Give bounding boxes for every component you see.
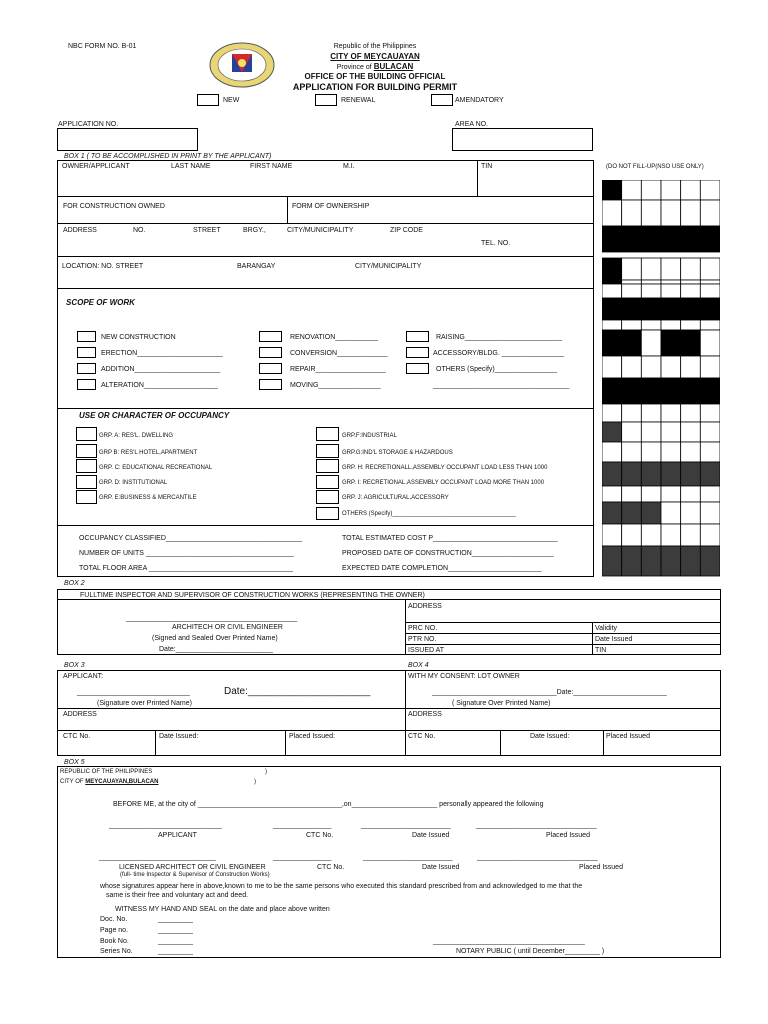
- box5-doc-no: Doc. No.: [100, 916, 128, 923]
- nso-grid-cell: [622, 404, 642, 422]
- nso-grid-cell: [641, 258, 661, 280]
- nso-grid-cell: [700, 524, 720, 546]
- box5-full-time: (full- time Inspector & Supervisor of Construction Works): [120, 872, 270, 878]
- scope-checkbox[interactable]: [259, 379, 282, 390]
- nso-grid-cell: [622, 330, 642, 356]
- nso-grid-cell: [641, 226, 661, 252]
- brgy-label: BRGY.,: [243, 227, 266, 234]
- nso-grid-cell: [622, 180, 642, 200]
- nso-grid-cell: [681, 502, 701, 524]
- box5-line: _______________________: [363, 854, 453, 861]
- nso-grid-cell: [661, 442, 681, 462]
- box5-page-no: Page no.: [100, 927, 129, 934]
- box5-date-issued-label: Date Issued: [422, 864, 460, 871]
- nso-grid-cell: [661, 330, 681, 356]
- nso-grid-cell: [641, 422, 661, 442]
- box5-paren: ): [265, 769, 267, 775]
- occupancy-option: GRP. J: AGRICULTURAL,ACCESSORY: [342, 495, 449, 501]
- box3-address: ADDRESS: [63, 711, 97, 718]
- box5-ctc-label: CTC No.: [317, 864, 345, 871]
- last-name-label: LAST NAME: [171, 163, 211, 170]
- occupancy-checkbox[interactable]: [316, 459, 339, 473]
- box5-line: ______________________________: [99, 854, 216, 861]
- scope-checkbox[interactable]: [406, 363, 429, 374]
- scope-checkbox[interactable]: [77, 379, 96, 390]
- nso-grid-cell: [602, 298, 622, 320]
- nso-grid-cell: [602, 280, 622, 284]
- nso-grid-cell: [622, 524, 642, 546]
- scope-option: REPAIR__________________: [290, 366, 386, 373]
- nso-grid-cell: [641, 356, 661, 378]
- box5-series-no: Series No.: [100, 948, 133, 955]
- box2-tin: TIN: [595, 647, 607, 654]
- nso-grid-cell: [661, 486, 681, 502]
- box5-line: _______________: [273, 854, 332, 861]
- nso-grid-cell: [622, 258, 642, 280]
- box4-caption: BOX 4: [408, 662, 429, 669]
- nso-grid-cell: [681, 200, 701, 226]
- nso-grid-cell: [681, 486, 701, 502]
- box2-role: ARCHITECH OR CIVIL ENGINEER: [172, 624, 283, 631]
- renewal-label: RENEWAL: [341, 97, 376, 104]
- nso-grid-cell: [661, 284, 681, 298]
- mi-label: M.I.: [343, 163, 355, 170]
- nso-grid-cell: [602, 226, 622, 252]
- nso-grid-cell: [661, 422, 681, 442]
- box5-placed-issued-label: Placed Issued: [546, 832, 590, 839]
- nso-grid-cell: [622, 546, 642, 576]
- city-name: CITY OF MEYCAUAYAN: [330, 52, 420, 61]
- amendatory-checkbox[interactable]: [431, 94, 453, 106]
- nso-grid-cell: [622, 422, 642, 442]
- box5-caption: BOX 5: [64, 759, 85, 766]
- box2-prc: PRC NO.: [408, 625, 438, 632]
- occupancy-checkbox[interactable]: [316, 507, 339, 520]
- nso-grid-cell: [641, 462, 661, 486]
- nso-grid: [602, 180, 720, 578]
- nso-grid-cell: [602, 356, 622, 378]
- nso-grid-cell: [622, 284, 642, 298]
- nso-grid-cell: [700, 280, 720, 284]
- nso-grid-cell: [661, 404, 681, 422]
- nso-grid-cell: [681, 404, 701, 422]
- nso-grid-cell: [641, 180, 661, 200]
- nso-grid-cell: [661, 280, 681, 284]
- occupancy-option: GRP. D: INSTITUTIONAL: [99, 480, 168, 486]
- nso-grid-cell: [700, 486, 720, 502]
- nso-note: (DO NOT FILL-UP(NSO USE ONLY): [606, 164, 704, 170]
- box3-ctc: CTC No.: [63, 733, 91, 740]
- nso-grid-cell: [602, 378, 622, 404]
- province-line: Province of BULACAN: [336, 62, 414, 71]
- application-no-field[interactable]: [57, 128, 198, 151]
- scope-option: CONVERSION_____________: [290, 350, 388, 357]
- nso-grid-cell: [700, 422, 720, 442]
- scope-option: ERECTION______________________: [101, 350, 223, 357]
- nso-grid-cell: [681, 258, 701, 280]
- nso-grid-cell: [641, 284, 661, 298]
- box5-ctc-label: CTC No.: [306, 832, 334, 839]
- box2-address: ADDRESS: [408, 603, 442, 610]
- construction-owned-label: FOR CONSTRUCTION OWNED: [63, 203, 165, 210]
- occupancy-option: OTHERS (Specify)_____________________________________: [342, 511, 516, 517]
- occupancy-checkbox[interactable]: [316, 427, 339, 441]
- box5-republic: REPUBLIC OF THE PHILIPPINES: [60, 769, 153, 775]
- application-no-label: APPLICATION NO.: [58, 121, 119, 128]
- box2-title: FULLTIME INSPECTOR AND SUPERVISOR OF CONSTRUCTION WORKS (REPRESENTING THE OWNER): [80, 592, 425, 599]
- occupancy-classified: OCCUPANCY CLASSIFIED___________________________________: [79, 535, 303, 542]
- address-label: ADDRESS: [63, 227, 97, 234]
- first-name-label: FIRST NAME: [250, 163, 293, 170]
- form-of-ownership-label: FORM OF OWNERSHIP: [292, 203, 370, 210]
- nso-grid-cell: [602, 320, 622, 330]
- box5-book-no: Book No.: [100, 938, 129, 945]
- nso-grid-cell: [602, 258, 622, 280]
- scope-checkbox[interactable]: [77, 331, 96, 342]
- nso-grid-cell: [602, 422, 622, 442]
- expected-completion: EXPECTED DATE COMPLETION________________________: [342, 565, 542, 572]
- nso-grid-cell: [661, 356, 681, 378]
- nso-grid-cell: [661, 378, 681, 404]
- tel-label: TEL. NO.: [481, 240, 511, 247]
- nso-grid-cell: [681, 546, 701, 576]
- box5-city-line: CITY OF MEYCAUAYAN,BULACAN: [60, 779, 159, 785]
- city-seal-icon: [208, 41, 276, 89]
- box5-blank: _________: [158, 948, 194, 955]
- box1-caption: BOX 1 ( TO BE ACCOMPLISHED IN PRINT BY THE APPLICANT): [64, 153, 272, 160]
- area-no-field[interactable]: [452, 128, 593, 151]
- scope-option: OTHERS (Specify)________________: [436, 366, 558, 373]
- nso-grid-cell: [622, 442, 642, 462]
- nso-grid-cell: [641, 320, 661, 330]
- nso-grid-cell: [602, 284, 622, 298]
- occupancy-title: USE OR CHARACTER OF OCCUPANCY: [79, 411, 230, 420]
- box4-consent: WITH MY CONSENT: LOT OWNER: [408, 673, 520, 680]
- box5-applicant-label: APPLICANT: [158, 832, 197, 839]
- scope-checkbox[interactable]: [259, 363, 282, 374]
- nso-grid-cell: [602, 546, 622, 576]
- notary-signature-line: _______________________________________: [433, 938, 585, 945]
- occupancy-checkbox[interactable]: [76, 459, 97, 473]
- nso-grid-cell: [700, 502, 720, 524]
- occupancy-option: GRP. C: EDUCATIONAL RECREATIONAL: [99, 465, 213, 471]
- occupancy-option: GRP. I: RECRETIONAL,ASSEMBLY OCCUPANT LOAD MORE THAN 1000: [342, 480, 545, 486]
- box5-whose-1: whose signatures appear here in above,known to me to be the same persons who executed this standard prescribed from and acknowledged to me that the: [100, 883, 583, 890]
- scope-option: RAISING_________________________: [436, 334, 563, 341]
- scope-checkbox[interactable]: [406, 347, 429, 358]
- scope-checkbox[interactable]: [259, 347, 282, 358]
- box5-whose-2: same is their free and voluntary act and deed.: [106, 892, 249, 899]
- total-estimated-cost: TOTAL ESTIMATED COST P________________________________: [342, 535, 558, 542]
- total-floor-area: TOTAL FLOOR AREA _____________________________________: [79, 565, 293, 572]
- nso-grid-cell: [641, 546, 661, 576]
- box5-line: _______________________________: [476, 822, 597, 829]
- no-label: NO.: [133, 227, 146, 234]
- occupancy-option: GRP. A: RES'L. DWELLING: [99, 433, 174, 439]
- box3-signature-label: (Signature over Printed Name): [97, 700, 192, 707]
- box2-ptr: PTR NO.: [408, 636, 437, 643]
- nso-grid-cell: [641, 524, 661, 546]
- box4-address: ADDRESS: [408, 711, 442, 718]
- nso-grid-cell: [641, 442, 661, 462]
- new-checkbox[interactable]: [197, 94, 219, 106]
- nso-grid-cell: [700, 320, 720, 330]
- nso-grid-cell: [700, 404, 720, 422]
- box5-before-me: BEFORE ME, at the city of _____________________________________,on______________________ personally appeared the following: [113, 801, 544, 808]
- box5-placed-issued-label: Placed Issued: [579, 864, 623, 871]
- nso-grid-cell: [661, 320, 681, 330]
- scope-option: ACCESSORY/BLDG. ________________: [433, 350, 565, 357]
- box5-line: _______________: [273, 822, 332, 829]
- nso-grid-cell: [602, 404, 622, 422]
- box5-date-issued-label: Date Issued: [412, 832, 450, 839]
- nso-grid-cell: [641, 280, 661, 284]
- box3-box4-frame: [57, 670, 721, 756]
- nso-grid-cell: [661, 258, 681, 280]
- notary-public-label: NOTARY PUBLIC ( until December_________ ): [456, 948, 605, 955]
- form-title: APPLICATION FOR BUILDING PERMIT: [292, 82, 458, 92]
- nso-grid-cell: [700, 180, 720, 200]
- nso-grid-cell: [622, 486, 642, 502]
- nso-grid-cell: [661, 298, 681, 320]
- zip-label: ZIP CODE: [390, 227, 423, 234]
- box2-validity: Validity: [595, 625, 618, 632]
- nso-grid-cell: [602, 330, 622, 356]
- nso-grid-cell: [641, 378, 661, 404]
- nso-grid-cell: [681, 180, 701, 200]
- occupancy-option: GRP.F:INDUSTRIAL: [342, 433, 397, 439]
- nso-grid-cell: [700, 356, 720, 378]
- nso-grid-cell: [602, 486, 622, 502]
- nso-grid-cell: [681, 422, 701, 442]
- occupancy-checkbox[interactable]: [76, 427, 97, 441]
- nso-grid-cell: [681, 462, 701, 486]
- nso-grid-cell: [641, 502, 661, 524]
- amendatory-label: AMENDATORY: [455, 97, 504, 104]
- nso-grid-cell: [700, 330, 720, 356]
- scope-option: ADDITION______________________: [101, 366, 221, 373]
- box5-blank: _________: [158, 927, 194, 934]
- occupancy-checkbox[interactable]: [76, 475, 97, 489]
- box3-applicant: APPLICANT:: [63, 673, 104, 680]
- area-no-label: AREA NO.: [455, 121, 489, 128]
- number-of-units: NUMBER OF UNITS ______________________________________: [79, 550, 294, 557]
- box3-signature-line: _____________________________: [77, 689, 190, 696]
- nso-grid-cell: [641, 486, 661, 502]
- nso-grid-cell: [602, 462, 622, 486]
- occupancy-checkbox[interactable]: [316, 475, 339, 489]
- box5-architect-label: LICENSED ARCHITECT OR CIVIL ENGINEER: [119, 864, 266, 871]
- scope-option: ___________________________________: [433, 382, 570, 389]
- office-title: OFFICE OF THE BUILDING OFFICIAL: [304, 72, 446, 81]
- box5-line: _____________________________: [109, 822, 222, 829]
- box2-caption: BOX 2: [64, 580, 85, 587]
- nso-grid-cell: [700, 442, 720, 462]
- location-city-label: CITY/MUNICIPALITY: [355, 263, 422, 270]
- nso-grid-cell: [661, 200, 681, 226]
- box3-caption: BOX 3: [64, 662, 85, 669]
- nso-grid-cell: [641, 330, 661, 356]
- nso-grid-cell: [700, 284, 720, 298]
- nso-grid-cell: [700, 298, 720, 320]
- nso-grid-cell: [681, 442, 701, 462]
- nso-grid-cell: [700, 378, 720, 404]
- box4-signature-line: ________________________________Date:________________________: [432, 689, 667, 696]
- occupancy-option: GRP B: RES'L HOTEL,APARTMENT: [99, 450, 198, 456]
- nso-grid-cell: [622, 226, 642, 252]
- box5-paren: ): [254, 779, 256, 785]
- nso-grid-cell: [700, 226, 720, 252]
- occupancy-checkbox[interactable]: [76, 490, 97, 504]
- nso-grid-cell: [661, 226, 681, 252]
- box5-witness: WITNESS MY HAND AND SEAL on the date and place above written: [115, 906, 330, 913]
- nso-grid-cell: [622, 356, 642, 378]
- box2-date-issued: Date Issued: [595, 636, 633, 643]
- box5-line: _______________________________: [477, 854, 598, 861]
- box4-signature-label: ( Signature Over Printed Name): [452, 700, 551, 707]
- proposed-date: PROPOSED DATE OF CONSTRUCTION_____________________: [342, 550, 554, 557]
- nso-grid-cell: [681, 330, 701, 356]
- nso-grid-cell: [681, 378, 701, 404]
- nso-grid-cell: [661, 462, 681, 486]
- box5-line: _______________________: [361, 822, 451, 829]
- box5-blank: _________: [158, 916, 194, 923]
- occupancy-option: GRP. E:BUSINESS & MERCANTILE: [99, 495, 197, 501]
- occupancy-option: GRP.G:IND'L STORAGE & HAZARDOUS: [342, 450, 453, 456]
- nso-grid-cell: [681, 280, 701, 284]
- nso-grid-cell: [700, 462, 720, 486]
- scope-checkbox[interactable]: [406, 331, 429, 342]
- nso-grid-cell: [641, 404, 661, 422]
- nso-grid-cell: [622, 298, 642, 320]
- scope-checkbox[interactable]: [77, 347, 96, 358]
- nso-grid-cell: [661, 180, 681, 200]
- scope-option: NEW CONSTRUCTION: [101, 334, 176, 341]
- nso-grid-cell: [622, 280, 642, 284]
- nso-grid-cell: [700, 200, 720, 226]
- city-municipality-label: CITY/MUNICIPALITY: [287, 227, 354, 234]
- nso-grid-cell: [641, 298, 661, 320]
- form-number: NBC FORM NO. B-01: [68, 43, 137, 50]
- nso-grid-cell: [700, 546, 720, 576]
- box2-date: Date:_________________________: [159, 646, 274, 653]
- occupancy-checkbox[interactable]: [76, 444, 97, 458]
- nso-grid-cell: [661, 546, 681, 576]
- box3-date-issued: Date Issued:: [159, 733, 199, 740]
- occupancy-checkbox[interactable]: [316, 444, 339, 458]
- nso-grid-cell: [681, 524, 701, 546]
- scope-title: SCOPE OF WORK: [66, 298, 135, 307]
- barangay-label: BARANGAY: [237, 263, 276, 270]
- nso-grid-cell: [661, 524, 681, 546]
- nso-grid-cell: [700, 258, 720, 280]
- nso-grid-cell: [622, 378, 642, 404]
- street-label: STREET: [193, 227, 221, 234]
- nso-grid-cell: [622, 462, 642, 486]
- nso-grid-cell: [681, 356, 701, 378]
- nso-grid-cell: [622, 320, 642, 330]
- scope-checkbox[interactable]: [77, 363, 96, 374]
- box3-date: Date:______________________: [224, 686, 371, 697]
- box4-ctc: CTC No.: [408, 733, 436, 740]
- nso-grid-cell: [602, 200, 622, 226]
- owner-label: OWNER/APPLICANT: [62, 163, 130, 170]
- location-label: LOCATION: NO. STREET: [62, 263, 144, 270]
- nso-grid-cell: [681, 298, 701, 320]
- box5-frame: [57, 766, 721, 958]
- nso-grid-cell: [602, 180, 622, 200]
- scope-option: ALTERATION___________________: [101, 382, 218, 389]
- nso-grid-cell: [681, 226, 701, 252]
- tin-label: TIN: [481, 163, 493, 170]
- box2-signed: (Signed and Sealed Over Printed Name): [152, 635, 278, 642]
- scope-option: RENOVATION___________: [290, 334, 379, 341]
- nso-grid-cell: [641, 200, 661, 226]
- nso-grid-cell: [681, 320, 701, 330]
- scope-option: MOVING________________: [290, 382, 381, 389]
- nso-grid-cell: [602, 442, 622, 462]
- nso-grid-cell: [681, 284, 701, 298]
- nso-grid-cell: [602, 502, 622, 524]
- box2-issued-at: ISSUED AT: [408, 647, 445, 654]
- box4-placed-issued: Placed Issued: [606, 733, 650, 740]
- box5-blank: _________: [158, 938, 194, 945]
- box4-date-issued: Date Issued:: [530, 733, 570, 740]
- renewal-checkbox[interactable]: [315, 94, 337, 106]
- nso-grid-cell: [661, 502, 681, 524]
- occupancy-option: GRP. H: RECRETIONALL,ASSEMBLY OCCUPANT LOAD LESS THAN 1000: [342, 465, 548, 471]
- nso-grid-cell: [622, 200, 642, 226]
- occupancy-checkbox[interactable]: [316, 490, 339, 504]
- nso-grid-cell: [602, 524, 622, 546]
- box2-signature-line: ____________________________________________: [126, 615, 298, 622]
- republic-label: Republic of the Philippines: [333, 43, 417, 50]
- new-label: NEW: [223, 97, 240, 104]
- box3-placed-issued: Placed Issued:: [289, 733, 335, 740]
- nso-grid-cell: [622, 502, 642, 524]
- scope-checkbox[interactable]: [259, 331, 282, 342]
